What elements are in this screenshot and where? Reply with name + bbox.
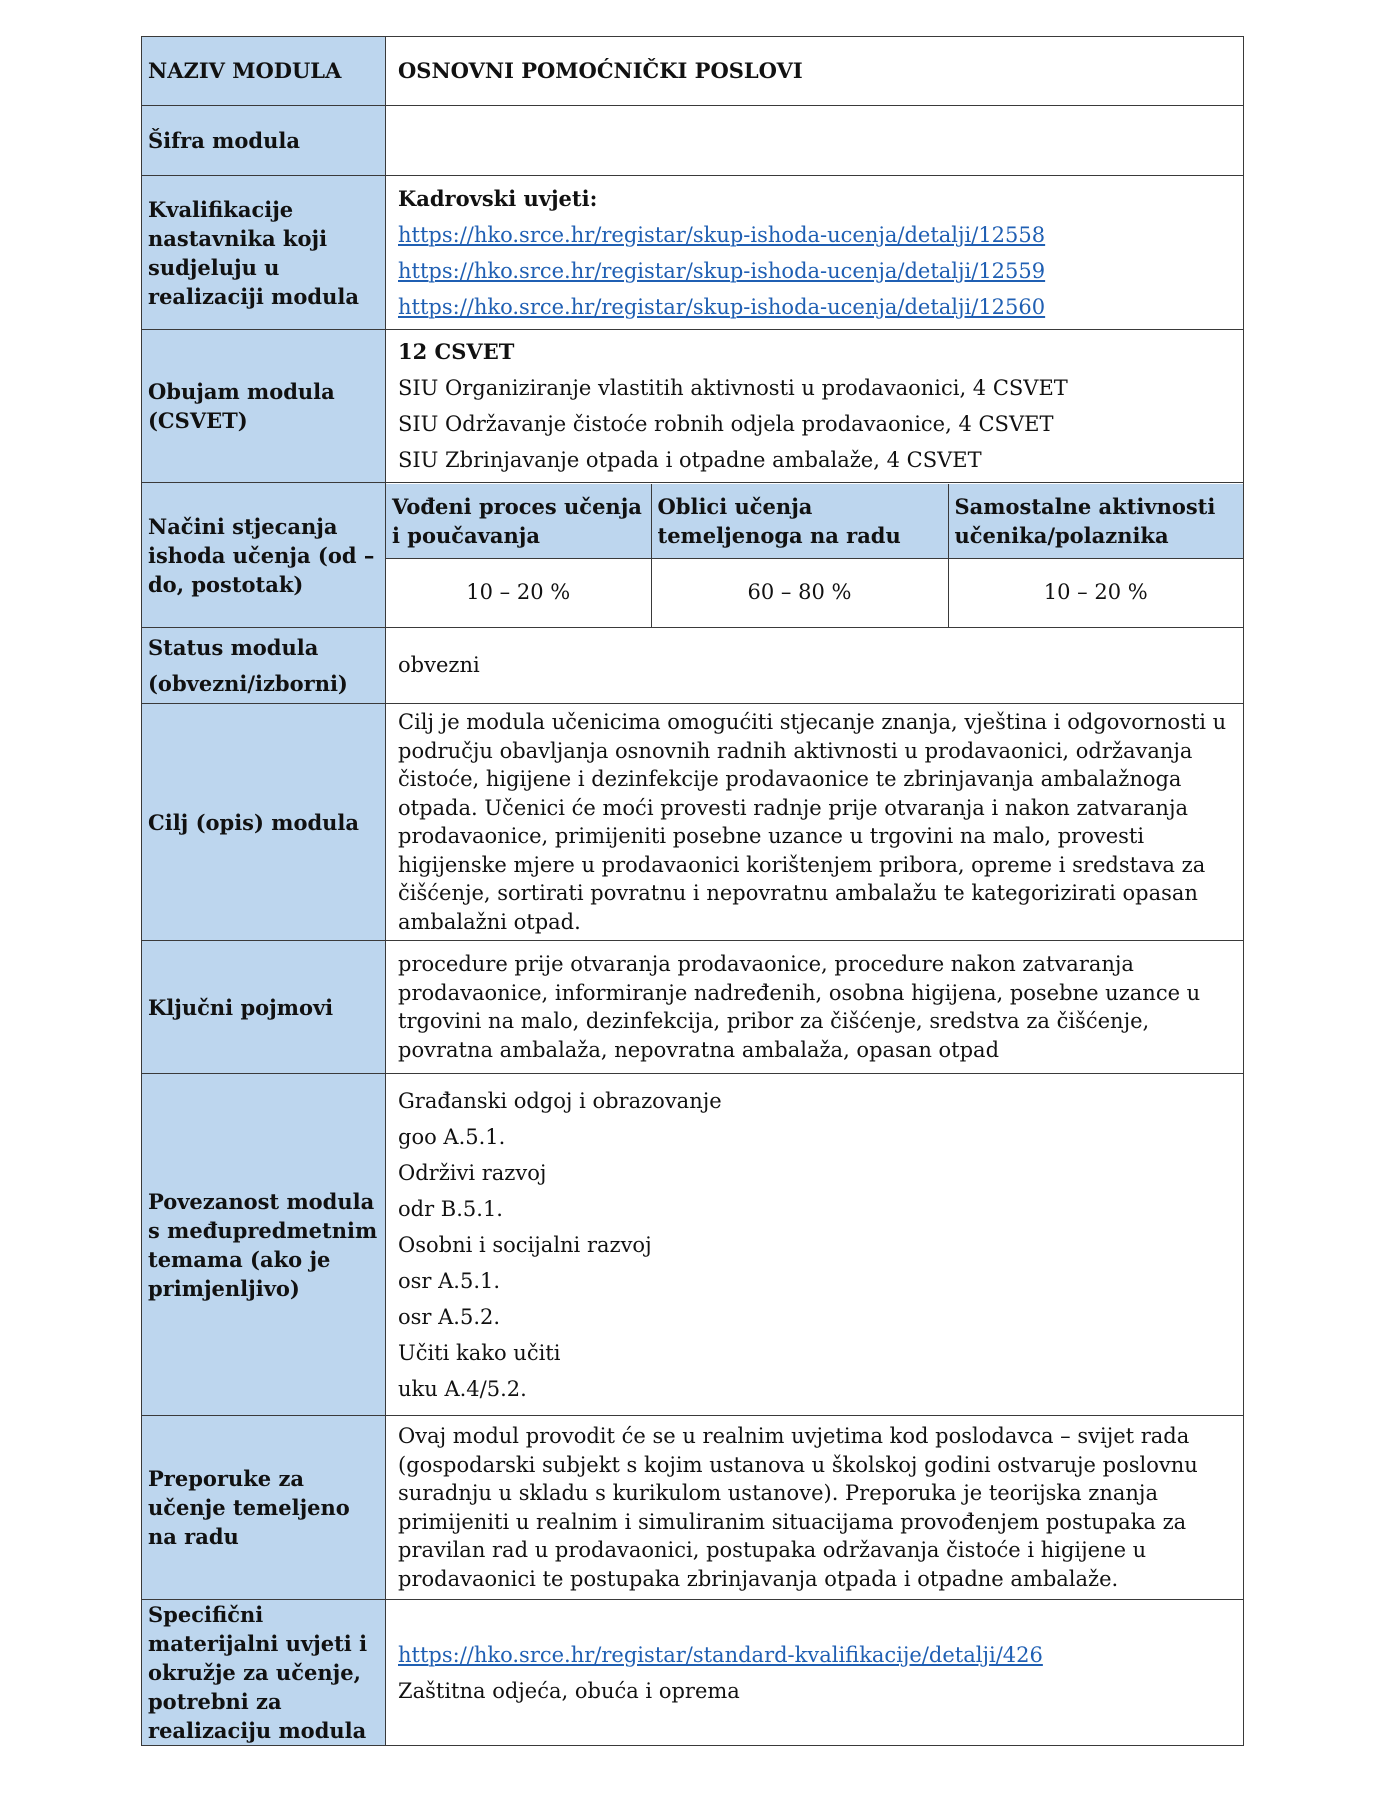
row-status — [142, 628, 1244, 704]
obujam-item: SIU Organiziranje vlastitih aktivnosti u prodavaonici, 4 CSVET — [398, 376, 1068, 400]
value-obujam — [386, 330, 1244, 483]
nacini-header: Vođeni proces učenja i poučavanja — [386, 484, 651, 559]
tema-item: osr A.5.2. — [398, 1304, 501, 1329]
kadrovski-heading: Kadrovski uvjeti: — [398, 185, 598, 211]
label-nacini: Načini stjecanja ishoda učenja (od – do, postotak) — [142, 483, 386, 628]
value-cilj — [386, 704, 1244, 941]
label-cilj: Cilj (opis) modula — [142, 704, 386, 941]
value-povezanost — [386, 1074, 1244, 1416]
row-obujam — [142, 330, 1244, 483]
value-materijalni — [386, 1600, 1244, 1746]
label-kvalifikacije: Kvalifikacije nastavnika koji sudjeluju u realizaciji modula — [142, 176, 386, 330]
tema-item: osr A.5.1. — [398, 1268, 501, 1293]
row-povezanost — [142, 1074, 1244, 1416]
row-nacini — [142, 483, 1244, 628]
obujam-item: SIU Održavanje čistoće robnih odjela prodavaonice, 4 CSVET — [398, 412, 1054, 436]
nacini-header: Samostalne aktivnosti učenika/polaznika — [948, 484, 1243, 559]
nacini-value: 10 – 20 % — [948, 558, 1243, 627]
label-povezanost: Povezanost modula s međupredmetnim temama (ako je primjenljivo) — [142, 1074, 386, 1416]
label-obujam: Obujam modula (CSVET) — [142, 330, 386, 483]
label-text: NAZIV MODULA — [148, 58, 342, 83]
value-nacini — [386, 483, 1244, 628]
materijalni-text: Zaštitna odjeća, obuća i oprema — [398, 1678, 740, 1703]
tema-item: Osobni i socijalni razvoj — [398, 1232, 652, 1257]
label-status: Status modula (obvezni/izborni) — [142, 628, 386, 704]
tema-item: Učiti kako učiti — [398, 1340, 561, 1365]
nacini-header: Oblici učenja temeljenoga na radu — [651, 484, 948, 559]
link-12559[interactable]: https://hko.srce.hr/registar/skup-ishoda-ucenja/detalji/12559 — [398, 258, 1046, 283]
module-title: OSNOVNI POMOĆNIČKI POSLOVI — [398, 58, 803, 83]
preporuke-text: Ovaj modul provodit će se u realnim uvjetima kod poslodavca – svijet rada (gospodarski subjekt s kojim ustanova u školskoj godini ostvaruje poslovnu suradnju u skladu s kurikulom ustanove). Preporuka je teorijska znanja primijeniti u realnim i simuliranim situacijama provođenjem postupaka za pravilan rad u prodavaonici, postupaka održavanja čistoće i higijene u prodavaonici te postupaka zbrinjavanja otpada i otpadne ambalaže. — [398, 1424, 1198, 1591]
row-preporuke — [142, 1416, 1244, 1600]
label-materijalni: Specifični materijalni uvjeti i okružje za učenje, potrebni za realizaciju modula — [142, 1600, 386, 1746]
nacini-value: 60 – 80 % — [651, 558, 948, 627]
row-cilj — [142, 704, 1244, 941]
nacini-header-row — [386, 484, 1243, 559]
label-preporuke: Preporuke za učenje temeljeno na radu — [142, 1416, 386, 1600]
label-naziv — [142, 37, 386, 106]
tema-item: Održivi razvoj — [398, 1160, 547, 1185]
value-kvalifikacije — [386, 176, 1244, 330]
tema-item: uku A.4/5.2. — [398, 1376, 527, 1401]
row-pojmovi — [142, 941, 1244, 1074]
obujam-total: 12 CSVET — [398, 339, 515, 364]
nacini-value-row — [386, 558, 1243, 627]
label-pojmovi: Ključni pojmovi — [142, 941, 386, 1074]
label-sifra: Šifra modula — [142, 106, 386, 176]
value-naziv — [386, 37, 1244, 106]
tema-item: Građanski odgoj i obrazovanje — [398, 1088, 722, 1113]
row-kvalifikacije — [142, 176, 1244, 330]
link-standard-426[interactable]: https://hko.srce.hr/registar/standard-kvalifikacije/detalji/426 — [398, 1642, 1043, 1667]
value-sifra — [386, 106, 1244, 176]
row-naziv — [142, 37, 1244, 106]
row-sifra — [142, 106, 1244, 176]
value-status: obvezni — [386, 628, 1244, 704]
pojmovi-text: procedure prije otvaranja prodavaonice, procedure nakon zatvaranja prodavaonice, informiranje nadređenih, osobna higijena, posebne uzance u trgovini na malo, dezinfekcija, pribor za čišćenje, sredstva za čišćenje, povratna ambalaža, nepovratna ambalaža, opasan otpad — [398, 952, 1201, 1062]
nacini-value: 10 – 20 % — [386, 558, 651, 627]
value-preporuke — [386, 1416, 1244, 1600]
link-12560[interactable]: https://hko.srce.hr/registar/skup-ishoda-ucenja/detalji/12560 — [398, 294, 1046, 319]
obujam-item: SIU Zbrinjavanje otpada i otpadne ambalaže, 4 CSVET — [398, 448, 982, 472]
row-materijalni — [142, 1600, 1244, 1746]
tema-item: goo A.5.1. — [398, 1124, 506, 1149]
module-table — [141, 36, 1244, 1746]
tema-item: odr B.5.1. — [398, 1196, 503, 1221]
link-12558[interactable]: https://hko.srce.hr/registar/skup-ishoda-ucenja/detalji/12558 — [398, 222, 1046, 247]
nacini-subtable — [386, 484, 1243, 627]
value-pojmovi — [386, 941, 1244, 1074]
cilj-text: Cilj je modula učenicima omogućiti stjecanje znanja, vještina i odgovornosti u području obavljanja osnovnih radnih aktivnosti u prodavaonici, održavanja čistoće, higijene i dezinfekcije prodavaonice te zbrinjavanja ambalažnoga otpada. Učenici će moći provesti radnje prije otvaranja i nakon zatvaranja prodavaonice, primijeniti posebne uzance u trgovini na malo, provesti higijenske mjere u prodavaonici korištenjem pribora, opreme i sredstava za čišćenje, sortirati povratnu i nepovratnu ambalažu te kategorizirati opasan ambalažni otpad. — [398, 710, 1227, 934]
